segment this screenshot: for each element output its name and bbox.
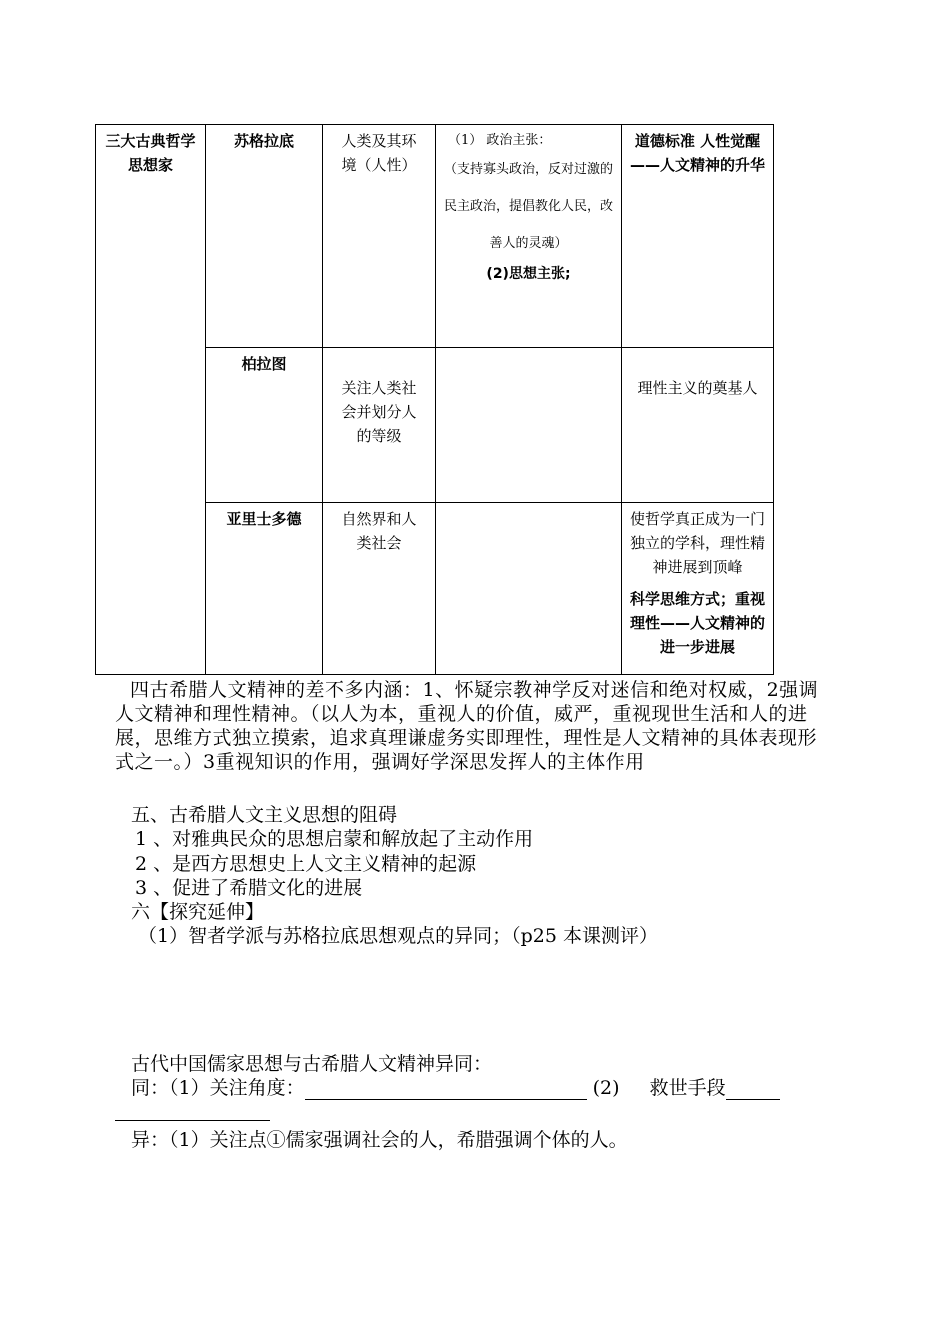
philosopher-focus: 人类及其环境（人性） xyxy=(341,132,417,174)
philosopher-name: 柏拉图 xyxy=(241,355,287,373)
philosopher-evaluation: 理性主义的奠基人 xyxy=(637,379,758,397)
same-prefix: 同：（1）关注角度： xyxy=(131,1077,305,1099)
name-cell xyxy=(206,348,323,503)
politics-detail: （支持寡头政治，反对过激的民主政治，提倡教化人民，改善人的灵魂） xyxy=(444,162,614,251)
section-6-title: 六【探究延伸】 xyxy=(131,901,265,923)
section-5-item-1: 1 、对雅典民众的思想启蒙和解放起了主动作用 xyxy=(135,828,534,850)
evaluation-cell xyxy=(622,503,774,675)
evaluation-cell xyxy=(622,348,774,503)
ideas-cell xyxy=(436,125,622,348)
philosopher-name: 亚里士多德 xyxy=(226,510,302,528)
blank-salvation-method[interactable] xyxy=(726,1079,780,1100)
section-5-item-3: 3 、促进了希腊文化的进展 xyxy=(135,877,363,899)
compare-same-line xyxy=(131,1076,780,1100)
philosopher-evaluation: 使哲学真正成为一门独立的学科，理性精神进展到顶峰 xyxy=(629,510,765,576)
evaluation-cell xyxy=(622,125,774,348)
philosopher-focus: 关注人类社会并划分人的等级 xyxy=(341,379,417,445)
section-5-item-2: 2 、是西方思想史上人文主义精神的起源 xyxy=(135,853,477,875)
philosopher-evaluation: 道德标准 人性觉醒——人文精神的升华 xyxy=(629,132,765,174)
group-header-cell xyxy=(96,125,206,675)
ideas-cell xyxy=(436,503,622,675)
philosophers-table xyxy=(95,124,774,675)
blank-focus-angle[interactable] xyxy=(305,1079,587,1100)
focus-cell xyxy=(323,125,436,348)
blank-salvation-method-continued[interactable] xyxy=(115,1100,270,1121)
section-5-title: 五、古希腊人文主义思想的阻碍 xyxy=(131,804,398,826)
group-header: 三大古典哲学思想家 xyxy=(105,132,196,174)
thought-label: (2)思想主张; xyxy=(486,266,571,282)
name-cell xyxy=(206,125,323,348)
section-4-paragraph: 四古希腊人文精神的差不多内涵：1、怀疑宗教神学反对迷信和绝对权威，2强调人文精神和理性精神。（以人为本，重视人的价值，威严，重视现世生活和人的进展，思维方式独立摸索，追求真理谦虚务实即理性，理性是人文精神的具体表现形式之一。）3重视知识的作用，强调好学深思发挥人的主体作用 xyxy=(115,679,819,773)
focus-cell xyxy=(323,348,436,503)
same-mid: (2) xyxy=(592,1077,620,1099)
philosopher-evaluation-bold: 科学思维方式；重视理性——人文精神的进一步进展 xyxy=(629,590,765,656)
compare-diff: 异：（1）关注点①儒家强调社会的人，希腊强调个体的人。 xyxy=(131,1129,628,1151)
philosopher-name: 苏格拉底 xyxy=(233,132,294,150)
compare-title: 古代中国儒家思想与古希腊人文精神异同： xyxy=(131,1053,493,1075)
ideas-cell xyxy=(436,348,622,503)
philosopher-focus: 自然界和人类社会 xyxy=(341,510,417,552)
focus-cell xyxy=(323,503,436,675)
politics-label: （1） 政治主张： xyxy=(448,133,552,148)
name-cell xyxy=(206,503,323,675)
section-6-question-1: （1）智者学派与苏格拉底思想观点的异同；（p25 本课测评） xyxy=(138,925,658,947)
same-item-2: 救世手段 xyxy=(649,1077,726,1099)
